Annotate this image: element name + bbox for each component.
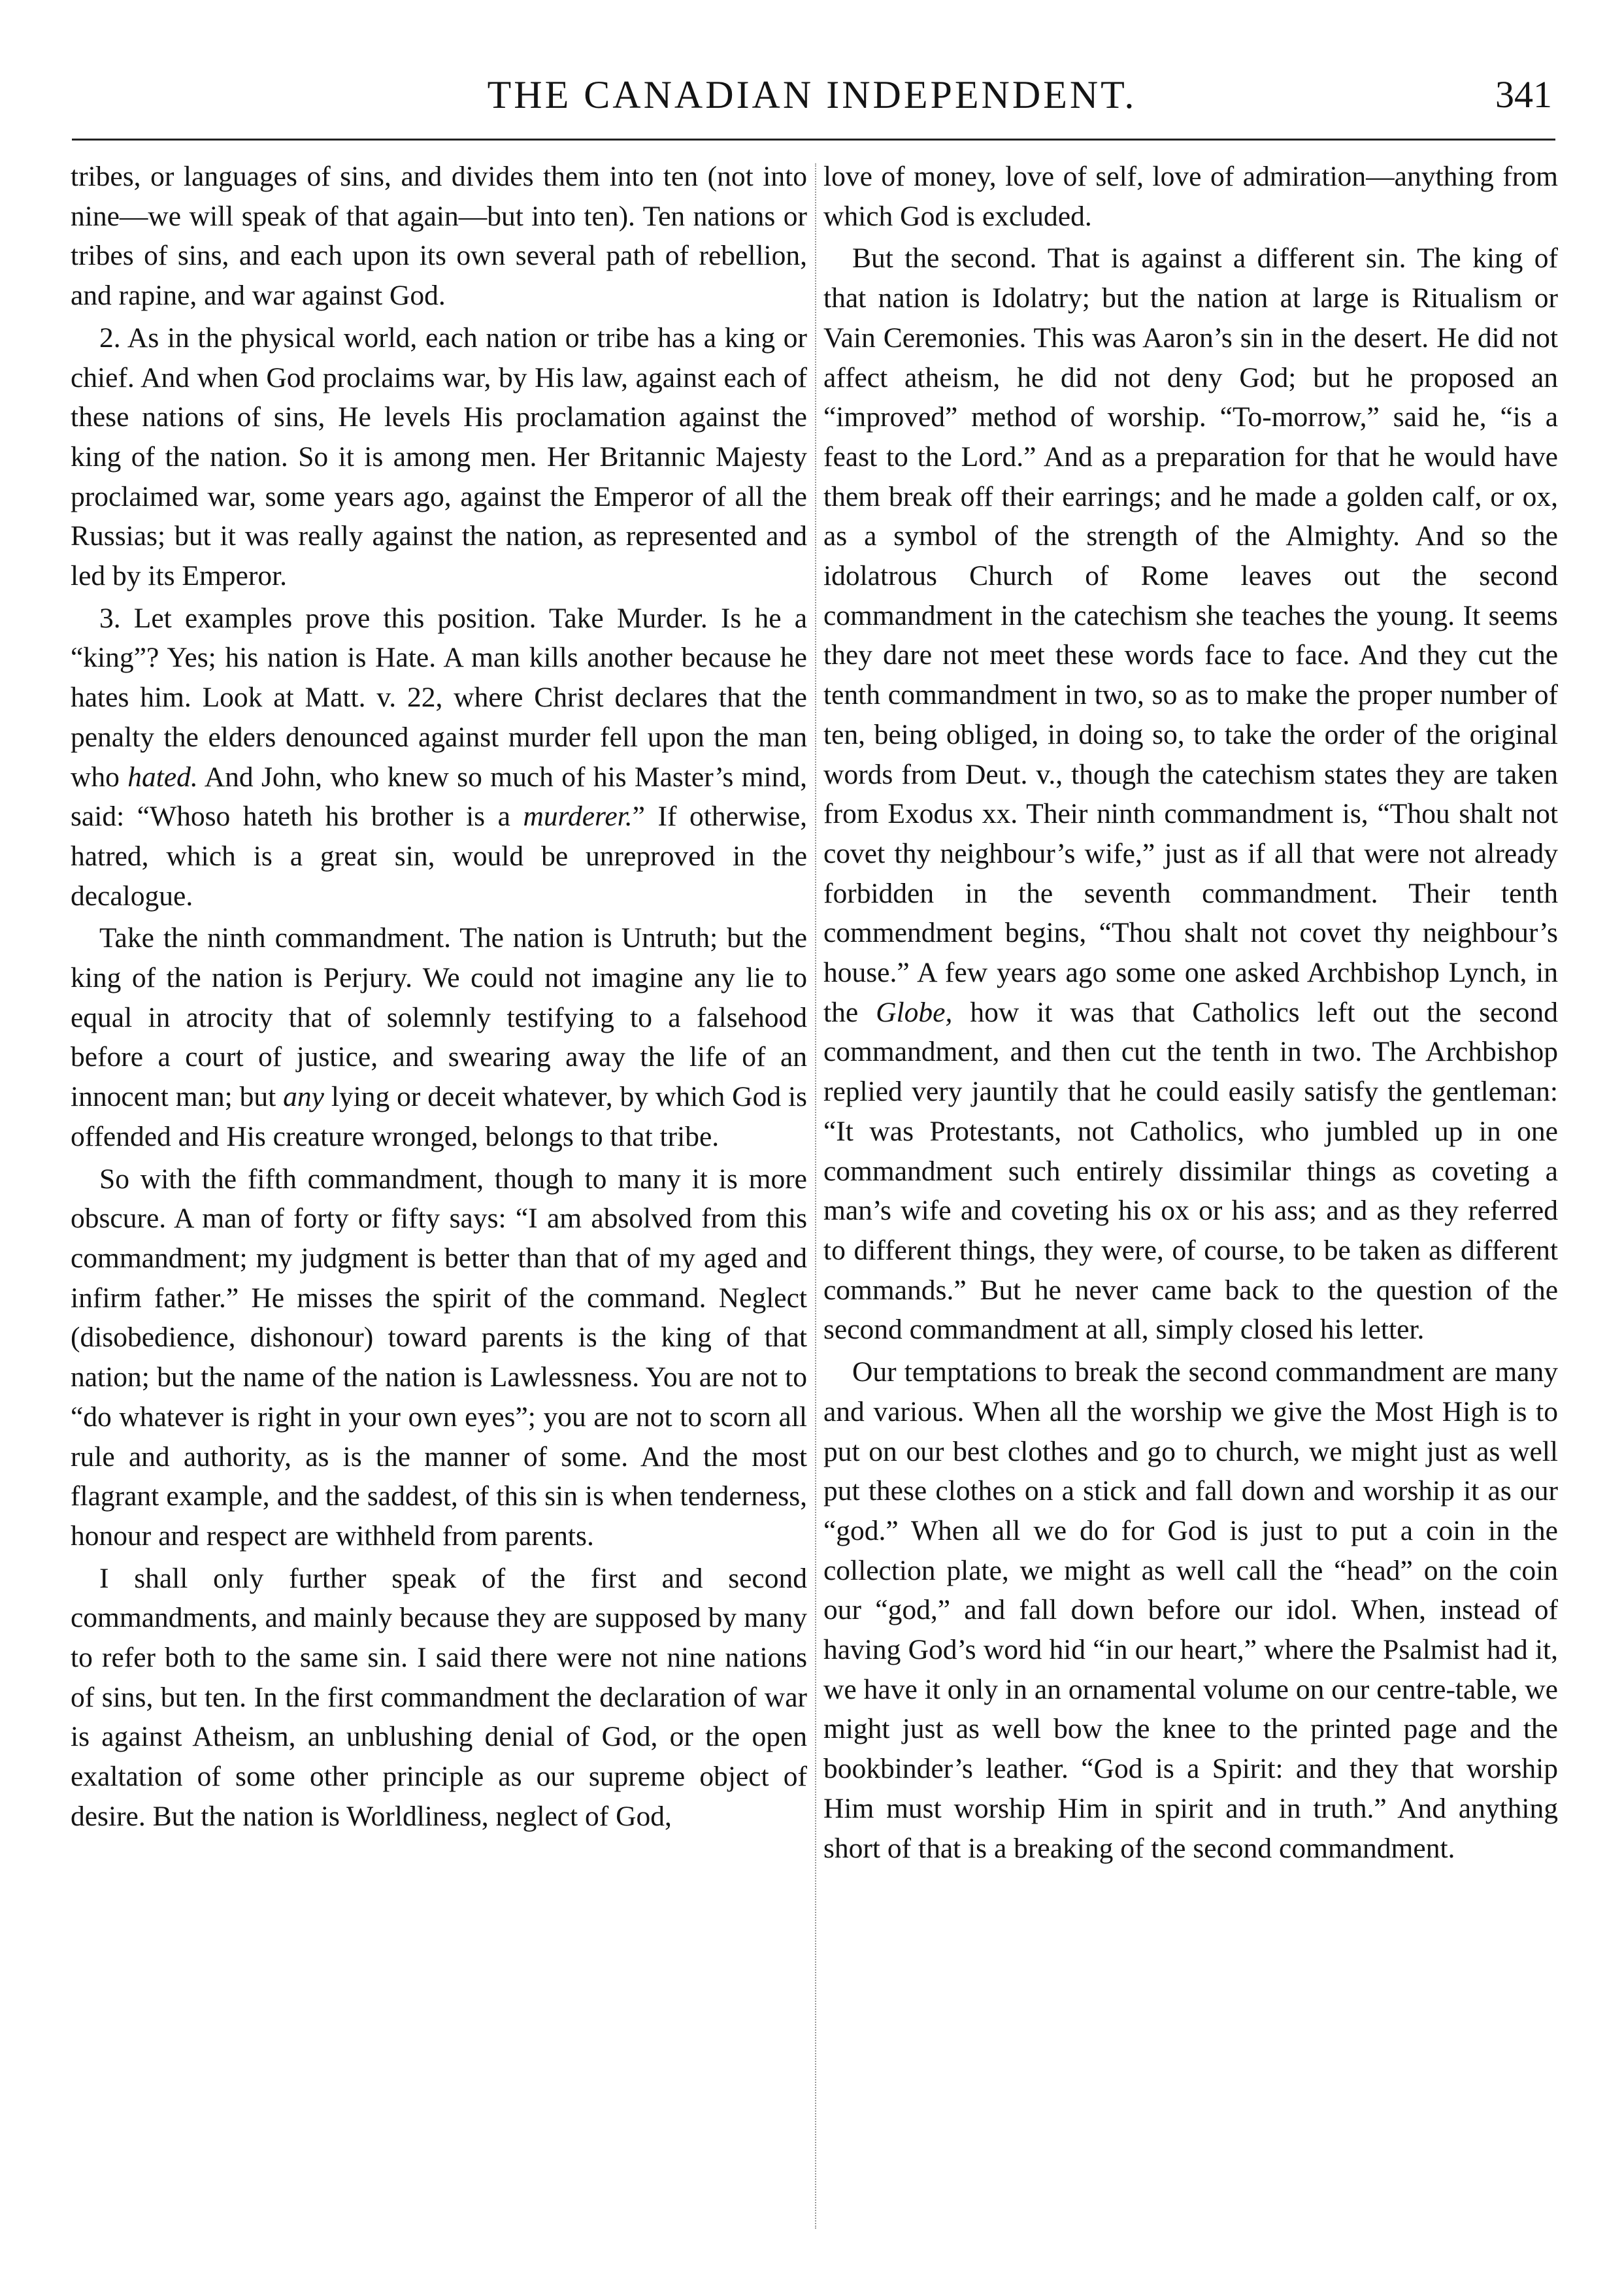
journal-title: THE CANADIAN INDEPENDENT.	[487, 73, 1137, 116]
left-column	[71, 157, 807, 2248]
paragraph: love of money, love of self, love of admiration—anything from which God is excluded.	[823, 161, 1558, 232]
paragraph	[71, 918, 807, 1156]
paragraph	[823, 239, 1558, 1350]
emphasis: Globe,	[876, 996, 953, 1028]
header-rule	[72, 139, 1555, 141]
running-head	[72, 69, 1552, 121]
paragraph: Our temptations to break the second commandment are many and various. When all the worship we give the Most High is to put on our best clothes and go to church, we might just as well put these clothes on a stick and fall down and worship it as our “god.” When all we do for God is just to put a coin in the collection plate, we might as well call the “head” on the coin our “god,” and fall down before our idol. When, instead of having God’s word hid “in our heart,” where the Psalmist had it, we have it only in an ornamental volume on our centre-table, we might just as well bow the knee to the printed page and the bookbinder’s leather. “God is a Spirit: and they that worship Him must worship Him in spirit and in truth.” And anything short of that is a breaking of the second commandment.	[823, 1356, 1558, 1864]
text-run: 3. Let examples prove this position. Take Murder. Is he a “king”? Yes; his nation is Hate. A man kills another because he hates him. Look at Matt. v. 22, where Christ declares that the penalty the elders denounced against murder fell upon the man who	[71, 602, 807, 793]
paragraph: 2. As in the physical world, each nation or tribe has a king or chief. And when God proclaims war, by His law, against each of these nations of sins, He levels His proclamation against the king of the nation. So it is among men. Her Britannic Majesty proclaimed war, some years ago, against the Emperor of all the Russias; but it was really against the nation, as represented and led by its Emperor.	[71, 322, 807, 592]
text-run: lying or deceit whatever, by which God is offended and His creature wronged, belongs to that tribe.	[71, 1081, 807, 1152]
page-number: 341	[1495, 73, 1552, 116]
emphasis: any	[283, 1081, 324, 1113]
right-column	[823, 157, 1558, 2248]
paragraph: I shall only further speak of the first and second commandments, and mainly because they are supposed by many to refer both to the same sin. I said there were not nine nations of sins, but ten. In the first commandment the declaration of war is against Atheism, an unblushing denial of God, or the open exaltation of some other principle as our supreme object of desire. But the nation is Worldliness, neglect of God,	[71, 1562, 807, 1832]
text-run: ” If otherwise, hatred, which is a great sin, would be unreproved in the decalogue.	[71, 801, 807, 912]
text-run: And John, who knew so much of his Master’s mind, said: “Whoso hateth his brother is a	[71, 761, 807, 833]
text-run: Take the ninth commandment. The nation is Untruth; but the king of the nation is Perjury. We could not imagine any lie to equal in atrocity that of solemnly testifying to a falsehood before a court of justice, and swearing away the life of an innocent man; but	[71, 922, 807, 1113]
paragraph: tribes, or languages of sins, and divides them into ten (not into nine—we will speak of that again—but into ten). Ten nations or tribes of sins, and each upon its own several path of rebellion, and rapine, and war against God.	[71, 161, 807, 312]
emphasis: murderer.	[523, 801, 633, 833]
text-run: But the second. That is against a different sin. The king of that nation is Idolatry; but the nation at large is Ritualism or Vain Ceremonies. This was Aaron’s sin in the desert. He did not affect atheism, he did not deny God; but he proposed an “improved” method of worship. “To-morrow,” said he, “is a feast to the Lord.” And as a preparation for that he would have them break off their earrings; and he made a golden calf, or ox, as a symbol of the strength of the Almighty. And so the idolatrous Church of Rome leaves out the second commandment in the catechism she teaches the young. It seems they dare not meet these words face to face. And they cut the tenth commandment in two, so as to make the proper number of ten, being obliged, in doing so, to take the order of the original words from Deut. v., though the catechism states they are taken from Exodus xx. Their ninth commandment is, “Thou shalt not covet thy neighbour’s wife,” just as if all that were not already forbidden in the seventh commandment. Their tenth commendment begins, “Thou shalt not covet thy neighbour’s house.”	[823, 242, 1558, 989]
paragraph: So with the fifth commandment, though to many it is more obscure. A man of forty or fifty says: “I am absolved from this commandment; my judgment is better than that of my aged and infirm father.” He misses the spirit of the command. Neglect (disobedience, dishonour) toward parents is the king of that nation; but the name of the nation is Lawlessness. You are not to “do whatever is right in your own eyes”; you are not to scorn all rule and authority, as is the manner of some. And the most flagrant example, and the saddest, of this sin is when tenderness, honour and respect are withheld from parents.	[71, 1163, 807, 1552]
column-divider	[815, 163, 816, 2229]
emphasis: hated.	[127, 761, 198, 793]
paragraph	[71, 599, 807, 916]
text-run: how it was that Catholics left out the second commandment, and then cut the tenth in two. The Archbishop replied very jauntily that he could easily satisfy the gentleman: “It was Protestants, not Catholics, who jumbled up in one commandment such entirely dissimilar things as coveting a man’s wife and coveting his ox or his ass; and as they referred to different things, they were, of course, to be taken as different commands.” But he never came back to the question of the second commandment at all, simply closed his letter.	[823, 996, 1558, 1346]
text-run: A few years ago some one asked Archbishop Lynch, in the	[823, 957, 1558, 1028]
